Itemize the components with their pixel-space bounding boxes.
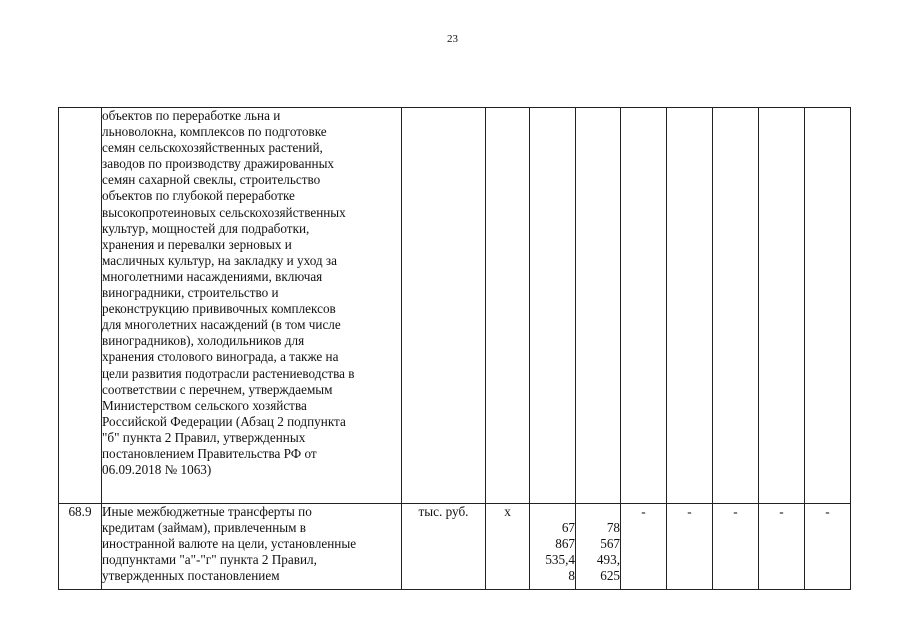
row-number-cell: 68.9 <box>59 504 102 590</box>
text-line: объектов по глубокой переработке <box>102 188 295 204</box>
period-cell <box>805 108 851 504</box>
text-line: хранения столового винограда, а также на <box>102 349 339 365</box>
dash-cell: - <box>667 504 713 590</box>
value-cell <box>576 504 621 590</box>
text-line: иностранной валюте на цели, установленные <box>102 536 357 552</box>
value-line: 78 <box>606 520 620 535</box>
period-cell <box>621 108 667 504</box>
text-line: виноградники, строительство и <box>102 285 279 301</box>
dash-cell: - <box>621 504 667 590</box>
value-line: 867 <box>555 536 575 552</box>
dash-cell: - <box>805 504 851 590</box>
text-line: льноволокна, комплексов по подготовке <box>102 124 327 140</box>
text-line: виноградников), холодильников для <box>102 333 305 349</box>
page-number: 23 <box>447 33 458 45</box>
unit-cell <box>402 108 486 504</box>
text-line: заводов по производству дражированных <box>102 156 335 172</box>
mark-cell <box>486 108 530 504</box>
text-line: многолетними насаждениями, включая <box>102 268 323 284</box>
dash-cell: - <box>759 504 805 590</box>
period-cell <box>713 108 759 504</box>
text-line: культур, мощностей для подработки, <box>102 220 310 236</box>
text-line: соответствии с перечнем, утверждаемым <box>102 381 333 397</box>
value-cell <box>530 108 576 504</box>
text-line: объектов по переработке льна и <box>102 108 281 123</box>
table-row-68-9 <box>59 504 851 590</box>
text-line: для многолетних насаждений (в том числе <box>102 317 341 333</box>
description-text <box>102 108 401 478</box>
text-line: кредитам (займам), привлеченным в <box>102 520 307 536</box>
text-line: цели развития подотрасли растениеводства в <box>102 365 355 381</box>
mark-cell: х <box>486 504 530 590</box>
text-line: масличных культур, на закладку и уход за <box>102 252 337 268</box>
budget-table <box>58 107 851 590</box>
text-line: хранения и перевалки зерновых и <box>102 236 292 252</box>
value-cell <box>576 108 621 504</box>
value-line: 567 <box>600 536 620 552</box>
text-line: утвержденных постановлением <box>102 568 280 584</box>
text-line: семян сахарной свеклы, строительство <box>102 172 321 188</box>
text-line: высокопротеиновых сельскохозяйственных <box>102 204 346 220</box>
value-line: 625 <box>600 568 620 584</box>
value-line: 493, <box>596 552 620 568</box>
unit-cell: тыс. руб. <box>402 504 486 590</box>
period-cell <box>667 108 713 504</box>
text-line: постановлением Правительства РФ от <box>102 445 317 461</box>
text-line: подпунктами "а"-"г" пункта 2 Правил, <box>102 552 317 568</box>
value-cell <box>530 504 576 590</box>
text-line: Иные межбюджетные трансферты по <box>102 504 312 519</box>
row-number-cell <box>59 108 102 504</box>
text-line: реконструкцию прививочных комплексов <box>102 301 336 317</box>
period-cell <box>759 108 805 504</box>
dash-cell: - <box>713 504 759 590</box>
value-line: 67 <box>561 520 575 535</box>
text-line: 06.09.2018 № 1063) <box>102 462 212 478</box>
description-cell <box>102 108 402 504</box>
text-line: Российской Федерации (Абзац 2 подпункта <box>102 413 346 429</box>
text-line: "б" пункта 2 Правил, утвержденных <box>102 429 306 445</box>
value-line: 8 <box>568 568 575 584</box>
text-line: семян сельскохозяйственных растений, <box>102 140 323 156</box>
table-row-continued <box>59 108 851 504</box>
description-cell <box>102 504 402 590</box>
value-line: 535,4 <box>545 552 575 568</box>
text-line: Министерством сельского хозяйства <box>102 397 307 413</box>
